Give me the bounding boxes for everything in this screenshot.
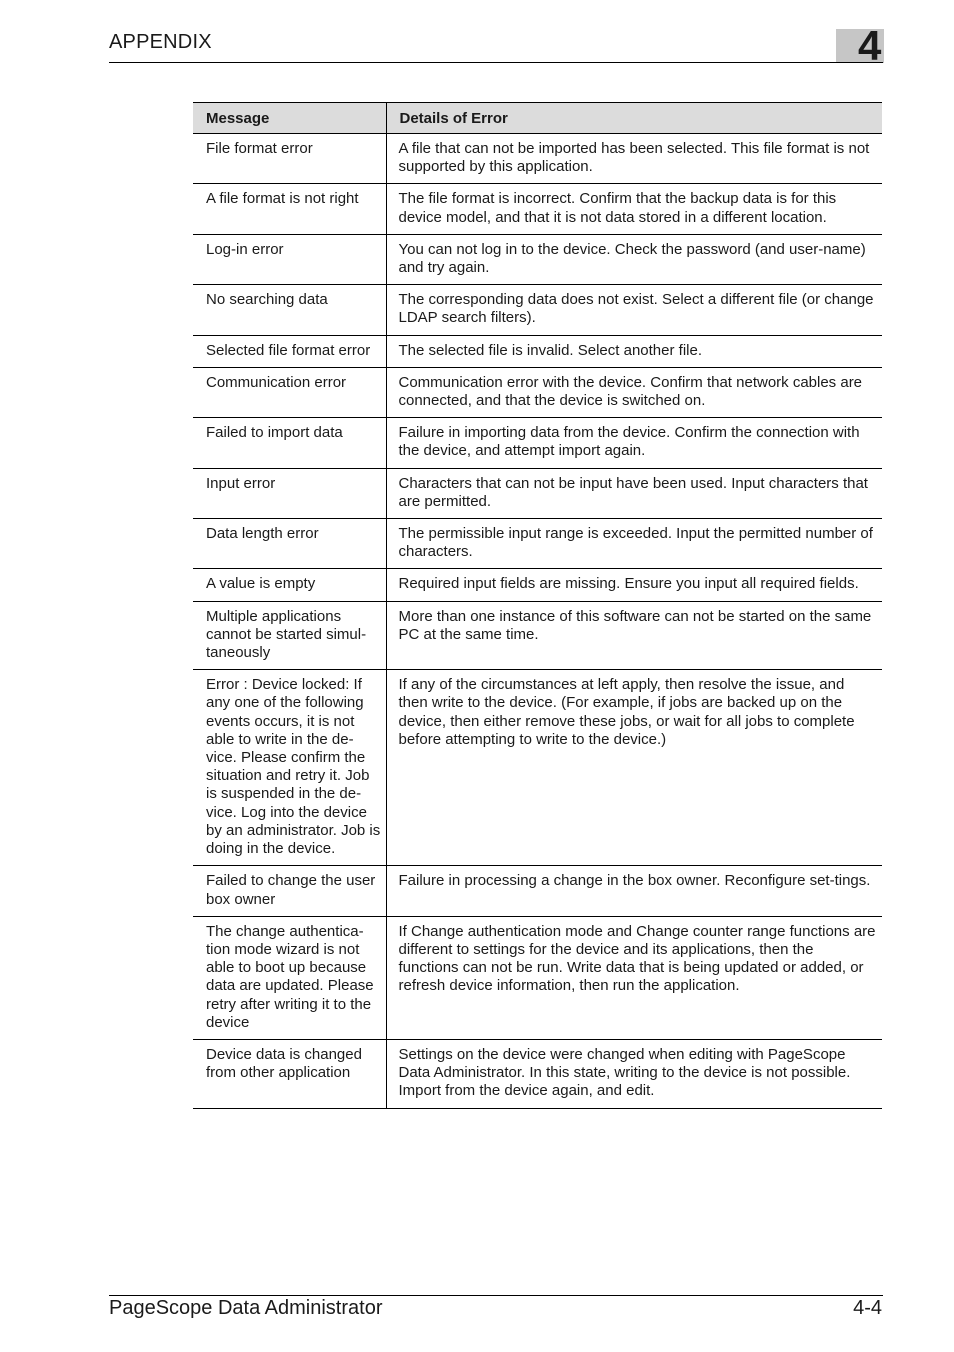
table-row <box>193 285 882 335</box>
table-row <box>193 916 882 1039</box>
section-title: APPENDIX <box>109 31 212 53</box>
error-details-cell: If Change authentication mode and Change counter range functions are different to settings for the device and its applications, then the functions can not be run. Write data that is being updated or added, or refresh device information, then run the application. <box>386 916 882 1039</box>
table-row <box>193 1039 882 1108</box>
error-message-cell: Failed to change the user box owner <box>193 866 386 916</box>
error-details-cell: More than one instance of this software can not be started on the same PC at the same time. <box>386 601 882 670</box>
page-number: 4-4 <box>853 1297 882 1319</box>
table-row <box>193 866 882 916</box>
error-details-cell: You can not log in to the device. Check the password (and user-name) and try again. <box>386 234 882 284</box>
column-header-details: Details of Error <box>386 103 882 134</box>
table-row <box>193 601 882 670</box>
footer-divider <box>109 1295 883 1296</box>
table-row <box>193 335 882 367</box>
chapter-number: 4 <box>858 22 882 69</box>
table-row <box>193 569 882 601</box>
error-message-cell: A file format is not right <box>193 184 386 234</box>
error-message-cell: Error : Device locked: If any one of the following events occurs, it is not able to write in the de-vice. Please confirm the situation and retry it. Job is suspended in the de-vice. Log into the device by an administrator. Job is doing in the device. <box>193 670 386 866</box>
error-details-cell: Settings on the device were changed when editing with PageScope Data Administrator. In this state, writing to the device is not possible. Import from the device again, and edit. <box>386 1039 882 1108</box>
error-message-cell: Selected file format error <box>193 335 386 367</box>
error-message-cell: A value is empty <box>193 569 386 601</box>
error-details-cell: Communication error with the device. Confirm that network cables are connected, and that the device is switched on. <box>386 367 882 417</box>
table-row <box>193 670 882 866</box>
error-message-cell: Communication error <box>193 367 386 417</box>
error-details-cell: The file format is incorrect. Confirm that the backup data is for this device model, and that it is not data stored in a different location. <box>386 184 882 234</box>
error-message-cell: Device data is changed from other application <box>193 1039 386 1108</box>
error-message-cell: No searching data <box>193 285 386 335</box>
table-row <box>193 367 882 417</box>
error-details-cell: The selected file is invalid. Select another file. <box>386 335 882 367</box>
table-row <box>193 234 882 284</box>
table-header-row <box>193 103 882 134</box>
error-details-cell: The corresponding data does not exist. Select a different file (or change LDAP search filters). <box>386 285 882 335</box>
error-message-cell: Input error <box>193 468 386 518</box>
table-row <box>193 134 882 184</box>
error-message-cell: Multiple applications cannot be started simul-taneously <box>193 601 386 670</box>
error-message-cell: The change authentica-tion mode wizard is not able to boot up because data are updated. Please retry after writing it to the device <box>193 916 386 1039</box>
error-details-cell: Characters that can not be input have been used. Input characters that are permitted. <box>386 468 882 518</box>
header-divider <box>109 62 883 63</box>
error-details-cell: Failure in importing data from the device. Confirm the connection with the device, and attempt import again. <box>386 418 882 468</box>
error-details-cell: If any of the circumstances at left apply, then resolve the issue, and then write to the device. (For example, if jobs are backed up on the device, then either remove these jobs, or wait for all jobs to complete before attempting to write to the device.) <box>386 670 882 866</box>
error-table <box>193 102 882 1109</box>
error-details-cell: A file that can not be imported has been selected. This file format is not supported by this application. <box>386 134 882 184</box>
error-message-cell: Log-in error <box>193 234 386 284</box>
error-message-cell: File format error <box>193 134 386 184</box>
table-row <box>193 519 882 569</box>
product-name: PageScope Data Administrator <box>109 1297 383 1319</box>
column-header-message: Message <box>193 103 386 134</box>
error-details-cell: The permissible input range is exceeded. Input the permitted number of characters. <box>386 519 882 569</box>
error-details-cell: Required input fields are missing. Ensure you input all required fields. <box>386 569 882 601</box>
table-row <box>193 184 882 234</box>
error-details-cell: Failure in processing a change in the box owner. Reconfigure set-tings. <box>386 866 882 916</box>
table-row <box>193 418 882 468</box>
table-row <box>193 468 882 518</box>
error-message-cell: Data length error <box>193 519 386 569</box>
error-message-cell: Failed to import data <box>193 418 386 468</box>
